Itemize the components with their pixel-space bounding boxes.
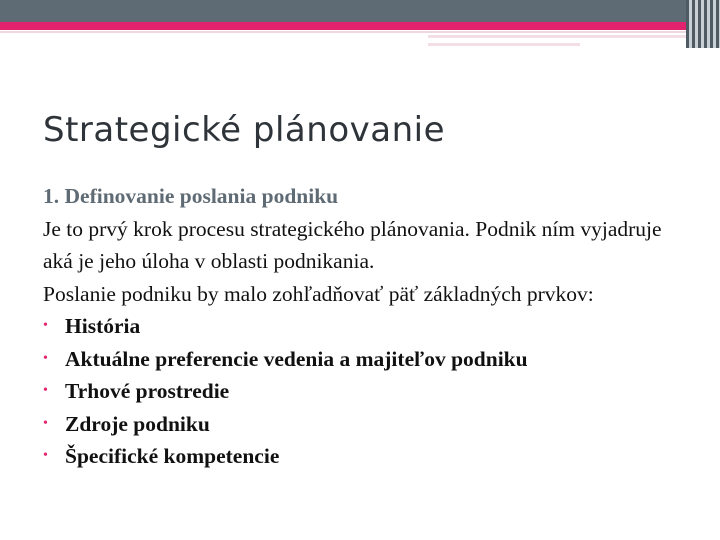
bullet-item — [43, 343, 683, 376]
bullet-text: Zdroje podniku — [65, 411, 210, 436]
band-accent-stripe — [0, 22, 720, 30]
slide-title: Strategické plánovanie — [43, 110, 445, 150]
slide-content — [43, 180, 683, 473]
bullet-text: História — [65, 314, 141, 338]
bullet-item — [43, 310, 683, 343]
band-vertical-stripes — [686, 0, 720, 48]
top-decorative-band — [0, 0, 720, 48]
bullet-list — [43, 310, 683, 473]
dot-bullet-icon: • — [43, 318, 48, 333]
bullet-item — [43, 440, 683, 473]
bullet-item — [43, 375, 683, 408]
band-light-bar — [428, 35, 720, 38]
paragraph: Je to prvý krok procesu strategického plánovania. Podnik ním vyjadruje aká je jeho úloha v oblasti podnikania. — [43, 216, 662, 273]
dot-bullet-icon: • — [43, 415, 48, 431]
bullet-text: Aktuálne preferencie vedenia a majiteľov podniku — [65, 346, 528, 371]
bullet-text: Špecifické kompetencie — [65, 444, 280, 468]
band-light-line — [0, 31, 720, 33]
dot-bullet-icon: • — [43, 350, 48, 366]
section-subheading: 1. Definovanie poslania podniku — [43, 184, 339, 208]
band-light-bar-short — [428, 43, 580, 46]
dot-bullet-icon: • — [43, 383, 48, 398]
bullet-item — [43, 408, 683, 441]
dot-bullet-icon: • — [43, 448, 48, 463]
band-gray-stripe — [0, 0, 720, 22]
paragraph: Poslanie podniku by malo zohľadňovať päť základných prvkov: — [43, 281, 594, 306]
bullet-text: Trhové prostredie — [65, 379, 230, 403]
